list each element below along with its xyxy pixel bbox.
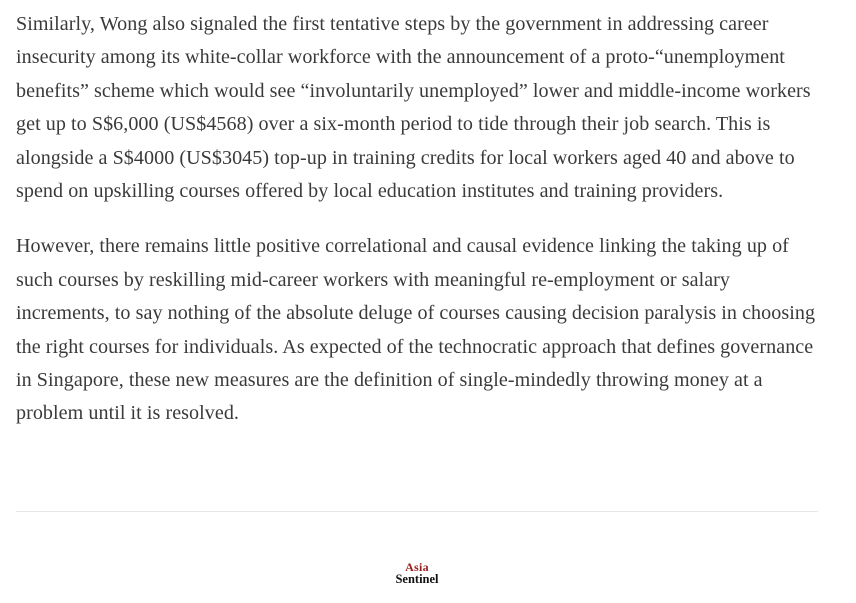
logo-text-sentinel: Sentinel xyxy=(395,572,439,586)
paragraph: Similarly, Wong also signaled the first tentative steps by the government in addressing career insecurity among its white-collar workforce with the announcement of a proto-“unemployment benefits” scheme which would see “involuntarily unemployed” lower and middle-income workers get up to S$6,000 (US$4568) over a six-month period to tide through their job search. This is alongside a S$4000 (US$3045) top-up in training credits for local workers aged 40 and above to spend on upskilling courses offered by local education institutes and training providers. xyxy=(16,13,811,203)
asia-sentinel-logo[interactable] xyxy=(386,561,448,586)
divider xyxy=(16,511,818,512)
logo-text-asia: Asia xyxy=(405,560,429,574)
paragraph: However, there remains little positive correlational and causal evidence linking the taking up of such courses by reskilling mid-career workers with meaningful re-employment or salary increments, to say nothing of the absolute deluge of courses causing decision paralysis in choosing the right courses for individuals. As expected of the technocratic approach that defines governance in Singapore, these new measures are the definition of single-mindedly throwing money at a problem until it is resolved. xyxy=(16,235,816,425)
article-body xyxy=(16,8,824,431)
